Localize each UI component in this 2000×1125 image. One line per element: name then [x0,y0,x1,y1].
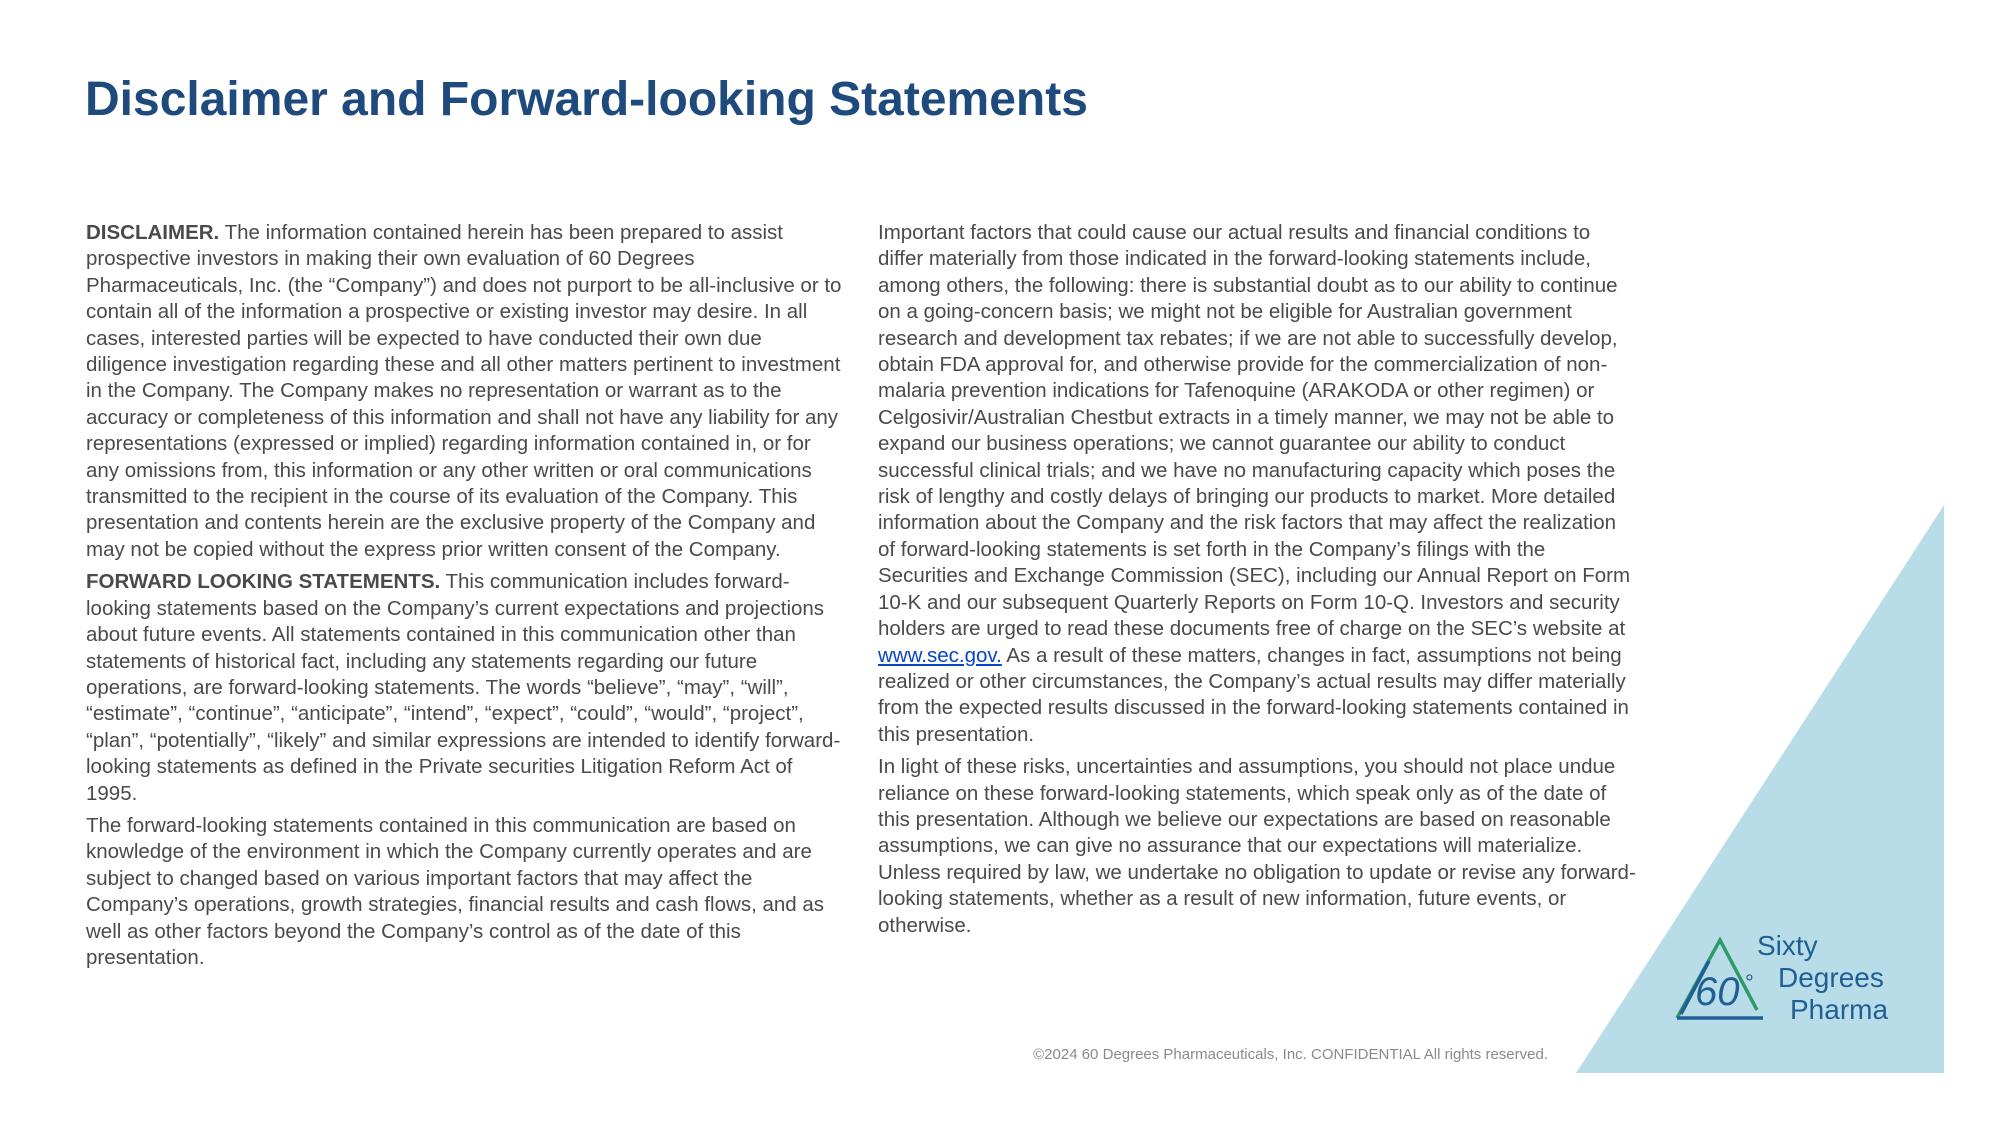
forward-looking-paragraph [86,569,844,807]
reliance-paragraph: In light of these risks, uncertainties and assumptions, you should not place undue reliance on these forward-looking statements, which speak only as of the date of this presentation. Although we believe our expectations are based on reasonable assumptions, we can give no assurance that our expectations will materialize. Unless required by law, we undertake no obligation to update or revise any forward-looking statements, whether as a result of new information, future events, or otherwise. [878,755,1636,937]
disclaimer-paragraph [86,220,844,563]
logo-text-line1: Sixty [1757,930,1818,961]
logo-text-line2: Degrees [1778,962,1884,993]
logo-degree-symbol: ° [1745,970,1754,995]
logo-number: 60 [1695,970,1740,1014]
disclaimer-heading: DISCLAIMER. [86,221,220,244]
left-column [86,220,844,971]
risk-factors-text-continued: As a result of these matters, changes in fact, assumptions not being realized or other circumstances, the Company’s actual results may differ materially from the expected results discussed in the forward-looking statements contained in this presentation. [878,643,1629,746]
forward-looking-heading: FORWARD LOOKING STATEMENTS. [86,570,441,594]
right-column [878,220,1638,939]
sec-website-link[interactable]: www.sec.gov. [878,643,1002,667]
disclaimer-body: The information contained herein has been prepared to assist prospective investors in making their own evaluation of 60 Degrees Pharmaceuticals, Inc. (the “Company”) and does not purport to be all-inclusive or to contain all of the information a prospective or existing investor may desire. In all cases, interested parties will be expected to have conducted their own due diligence investigation regarding these and all other matters pertinent to investment in the Company. The Company makes no representation or warrant as to the accuracy or completeness of this information and shall not have any liability for any representations (expressed or implied) regarding information contained in, or for any omissions from, this information or any other written or oral communications transmitted to the recipient in the course of its evaluation of the Company. This presentation and contents herein are the exclusive property of the Company and may not be copied without the express prior written consent of the Company. [86,221,842,561]
page-title: Disclaimer and Forward-looking Statements [85,73,1088,126]
forward-looking-body: This communication includes forward-looking statements based on the Company’s current expectations and projections about future events. All statements contained in this communication other than statements of historical fact, including any statements regarding our future operations, are forward-looking statements. The words “believe”, “may”, “will”, “estimate”, “continue”, “anticipate”, “intend”, “expect”, “could”, “would”, “project”, “plan”, “potentially”, “likely” and similar expressions are intended to identify forward-looking statements as defined in the Private securities Litigation Reform Act of 1995. [86,570,841,805]
logo-text-line3: Pharma [1790,994,1889,1025]
forward-looking-basis-paragraph: The forward-looking statements contained in this communication are based on knowledge of the environment in which the Company currently operates and are subject to changed based on various important factors that may affect the Company’s operations, growth strategies, financial results and cash flows, and as well as other factors beyond the Company’s control as of the date of this presentation. [86,813,825,969]
company-logo [1675,928,1905,1036]
risk-factors-paragraph [878,220,1638,748]
risk-factors-text: Important factors that could cause our actual results and financial conditions to differ materially from those indicated in the forward-looking statements include, among others, the following: there is substantial doubt as to our ability to continue on a going-concern basis; we might not be eligible for Australian government research and development tax rebates; if we are not able to successfully develop, obtain FDA approval for, and otherwise provide for the commercialization of non-malaria prevention indications for Tafenoquine (ARAKODA or other regimen) or Celgosivir/Australian Chestbut extracts in a timely manner, we may not be able to expand our business operations; we cannot guarantee our ability to conduct successful clinical trials; and we have no manufacturing capacity which poses the risk of lengthy and costly delays of bringing our products to market. More detailed information about the Company and the risk factors that may affect the realization of forward-looking statements is set forth in the Company’s filings with the Securities and Exchange Commission (SEC), including our Annual Report on Form 10-K and our subsequent Quarterly Reports on Form 10-Q. Investors and security holders are urged to read these documents free of charge on the SEC’s website at [878,221,1631,641]
copyright-footer: ©2024 60 Degrees Pharmaceuticals, Inc. CONFIDENTIAL All rights reserved. [1033,1046,1548,1063]
